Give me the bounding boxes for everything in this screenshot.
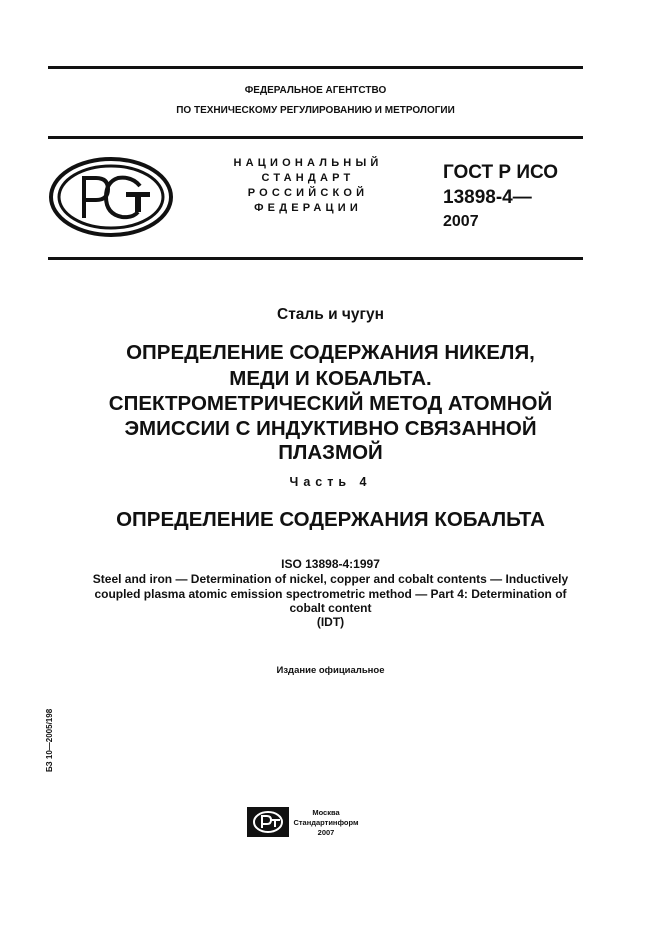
national-standard-line-3: РОССИЙСКОЙ [247,187,369,199]
national-standard-line-1: НАЦИОНАЛЬНЫЙ [233,157,383,169]
lower-rule [48,257,583,260]
main-title-line-3: СПЕКТРОМЕТРИЧЕСКИЙ МЕТОД АТОМНОЙ [108,392,553,415]
main-title-line-1: ОПРЕДЕЛЕНИЕ СОДЕРЖАНИЯ НИКЕЛЯ, [126,341,535,364]
part-number: Часть 4 [289,475,372,489]
iso-reference: ISO 13898-4:1997 [281,557,380,571]
gost-year: 2007 [443,213,479,230]
side-code: БЗ 10—2005/198 [45,708,54,772]
iso-english-title-line-1: Steel and iron — Determination of nickel, copper and cobalt contents — Inductively [92,572,569,586]
main-title-line-5: ПЛАЗМОЙ [278,441,383,464]
standartinform-logo-icon [245,805,291,839]
part-title: ОПРЕДЕЛЕНИЕ СОДЕРЖАНИЯ КОБАЛЬТА [116,508,545,531]
subject-title: Сталь и чугун [277,306,384,323]
agency-line-2: ПО ТЕХНИЧЕСКОМУ РЕГУЛИРОВАНИЮ И МЕТРОЛОГИИ [176,105,455,116]
main-title-line-2: МЕДИ И КОБАЛЬТА. [229,367,432,390]
idt-mark: (IDT) [316,615,345,629]
national-standard-line-2: СТАНДАРТ [261,172,355,184]
iso-english-title-line-3: cobalt content [289,601,372,615]
gost-designation-line-2: 13898-4— [443,187,532,208]
agency-line-1: ФЕДЕРАЛЬНОЕ АГЕНТСТВО [244,85,387,96]
publisher-name: Стандартинформ [293,818,359,827]
upper-rule [48,136,583,139]
publisher-year: 2007 [317,828,335,837]
gost-designation-line-1: ГОСТ Р ИСО [443,162,559,183]
top-rule [48,66,583,69]
edition-note: Издание официальное [276,665,385,676]
rst-certification-mark-icon [48,156,174,238]
publisher-city: Москва [312,808,340,817]
main-title-line-4: ЭМИССИИ С ИНДУКТИВНО СВЯЗАННОЙ [124,417,537,440]
iso-english-title-line-2: coupled plasma atomic emission spectrometric method — Part 4: Determination of [94,587,567,601]
national-standard-line-4: ФЕДЕРАЦИИ [254,202,362,214]
